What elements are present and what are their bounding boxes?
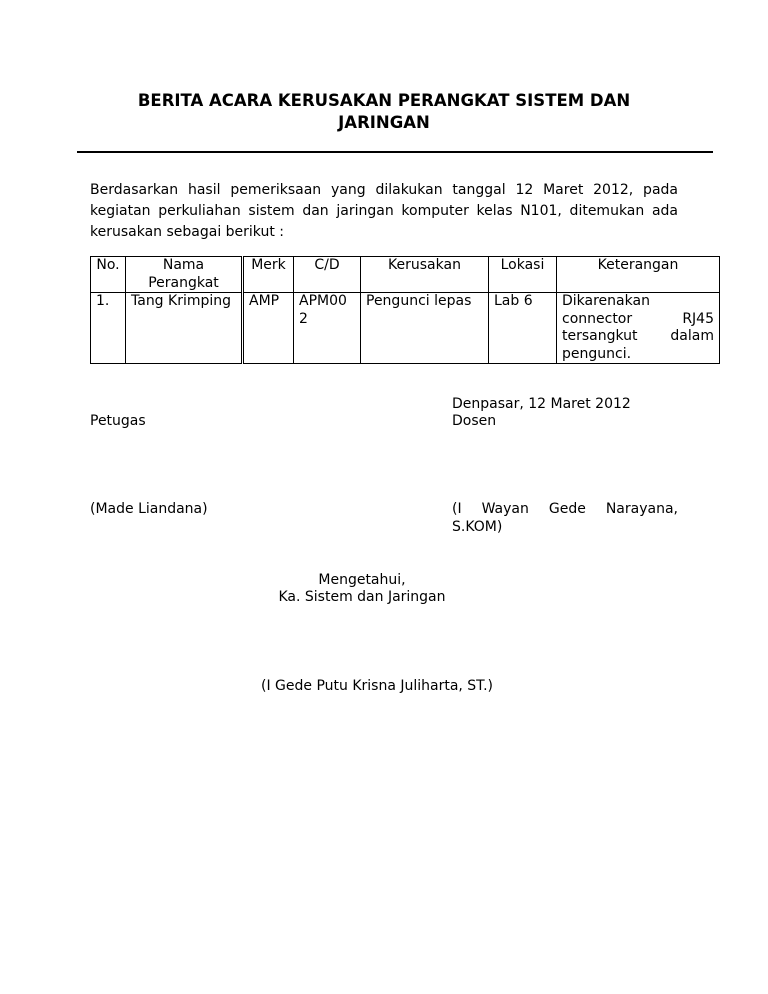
header-cd: C/D bbox=[294, 257, 361, 293]
acknowledge-role: Ka. Sistem dan Jaringan bbox=[278, 589, 446, 605]
header-no: No. bbox=[91, 257, 126, 293]
title-divider bbox=[77, 151, 713, 153]
cell-lokasi: Lab 6 bbox=[489, 293, 557, 364]
cell-keterangan: Dikarenakan connector RJ45 tersangkut dalam pengunci. bbox=[557, 293, 720, 364]
cell-merk: AMP bbox=[243, 293, 294, 364]
header-kerusakan: Kerusakan bbox=[361, 257, 489, 293]
header-keterangan: Keterangan bbox=[557, 257, 720, 293]
right-signer-role: Dosen bbox=[452, 413, 497, 429]
left-signer-name: (Made Liandana) bbox=[90, 501, 208, 517]
table-row bbox=[91, 293, 720, 364]
cell-kerusakan: Pengunci lepas bbox=[361, 293, 489, 364]
cell-nama: Tang Krimping bbox=[126, 293, 243, 364]
cell-cd: APM002 bbox=[294, 293, 361, 364]
cell-no: 1. bbox=[91, 293, 126, 364]
right-signer-name: (I Wayan Gede Narayana, S.KOM) bbox=[452, 501, 678, 535]
header-nama-perangkat: Nama Perangkat bbox=[126, 257, 243, 293]
acknowledge-name: (I Gede Putu Krisna Juliharta, ST.) bbox=[260, 678, 493, 694]
header-lokasi: Lokasi bbox=[489, 257, 557, 293]
table-header-row bbox=[91, 257, 720, 293]
document-title: BERITA ACARA KERUSAKAN PERANGKAT SISTEM DAN JARINGAN bbox=[137, 91, 631, 132]
damage-table bbox=[90, 256, 720, 364]
acknowledge-label: Mengetahui, bbox=[318, 572, 406, 588]
place-date: Denpasar, 12 Maret 2012 bbox=[452, 396, 631, 412]
left-signer-role: Petugas bbox=[90, 413, 146, 429]
header-merk: Merk bbox=[243, 257, 294, 293]
intro-paragraph: Berdasarkan hasil pemeriksaan yang dilakukan tanggal 12 Maret 2012, pada kegiatan perkuliahan sistem dan jaringan komputer kelas N101, ditemukan ada kerusakan sebagai berikut : bbox=[90, 182, 678, 240]
